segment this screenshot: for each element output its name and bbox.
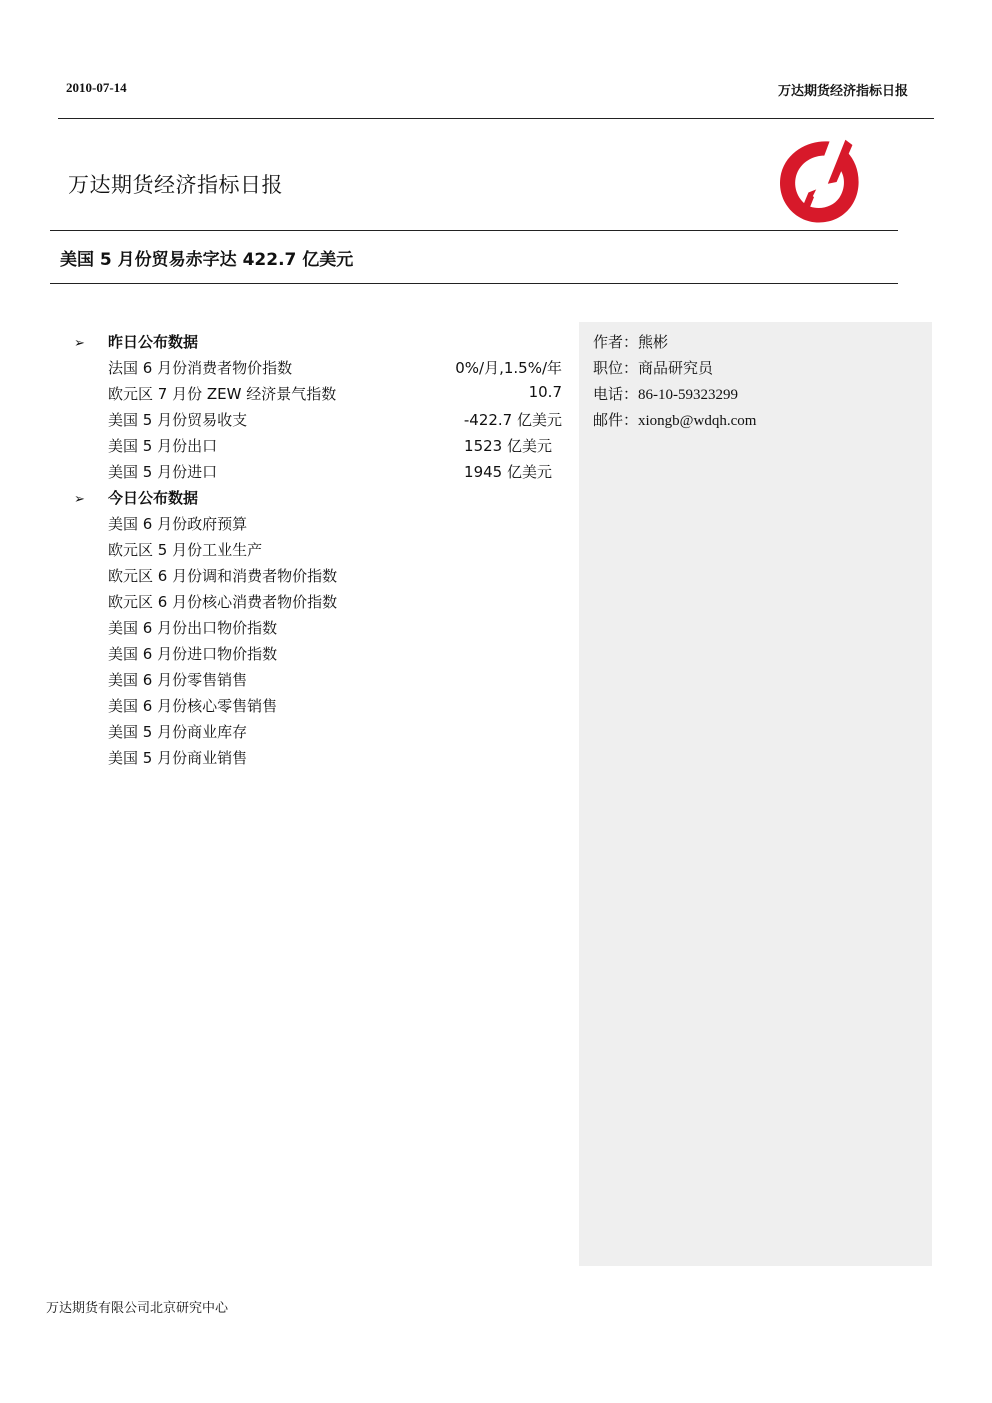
header-date: 2010-07-14 (66, 80, 127, 95)
data-item-value: 0%/月,1.5%/年 (455, 359, 562, 377)
data-item-value: 1945 亿美元 (464, 463, 552, 481)
headline: 美国 5 月份贸易赤字达 422.7 亿美元 (60, 250, 354, 270)
section-today-heading (74, 487, 198, 508)
data-item-label: 法国 6 月份消费者物价指数 (108, 359, 293, 377)
author-phone: 电话：86-10-59323299 (593, 387, 738, 403)
schedule-item: 美国 6 月份进口物价指数 (108, 645, 278, 663)
data-item-label: 欧元区 7 月份 ZEW 经济景气指数 (108, 385, 337, 403)
headline-divider (50, 283, 898, 284)
arrow-bullet-icon: ➢ (74, 336, 85, 351)
data-item-value: -422.7 亿美元 (463, 411, 562, 429)
data-item-value: 1523 亿美元 (464, 437, 552, 455)
schedule-item: 美国 5 月份商业销售 (108, 749, 248, 767)
schedule-item: 欧元区 6 月份核心消费者物价指数 (108, 593, 338, 611)
schedule-item: 欧元区 6 月份调和消费者物价指数 (108, 567, 338, 585)
schedule-item: 欧元区 5 月份工业生产 (108, 541, 263, 559)
author-email[interactable]: 邮件：xiongb@wdqh.com (593, 413, 757, 429)
data-item-label: 美国 5 月份进口 (108, 463, 218, 481)
section-yesterday-heading (74, 331, 198, 352)
title-divider (50, 230, 898, 231)
section-title: 昨日公布数据 (108, 333, 199, 351)
wanda-futures-logo-icon (775, 138, 863, 226)
footer-company: 万达期货有限公司北京研究中心 (46, 1301, 229, 1316)
author-name: 作者：熊彬 (593, 335, 669, 351)
header-divider (58, 118, 934, 119)
data-item-label: 美国 5 月份贸易收支 (108, 411, 248, 429)
schedule-item: 美国 6 月份政府预算 (108, 515, 248, 533)
header-title: 万达期货经济指标日报 (777, 84, 908, 99)
data-item-label: 美国 5 月份出口 (108, 437, 218, 455)
report-title: 万达期货经济指标日报 (68, 173, 283, 197)
schedule-item: 美国 6 月份零售销售 (108, 671, 248, 689)
schedule-item: 美国 5 月份商业库存 (108, 723, 248, 741)
section-title: 今日公布数据 (108, 489, 199, 507)
schedule-item: 美国 6 月份核心零售销售 (108, 697, 278, 715)
author-position: 职位：商品研究员 (593, 361, 714, 377)
data-item-value: 10.7 (528, 383, 562, 401)
schedule-item: 美国 6 月份出口物价指数 (108, 619, 278, 637)
author-sidebar (579, 322, 932, 1266)
arrow-bullet-icon: ➢ (74, 492, 85, 507)
